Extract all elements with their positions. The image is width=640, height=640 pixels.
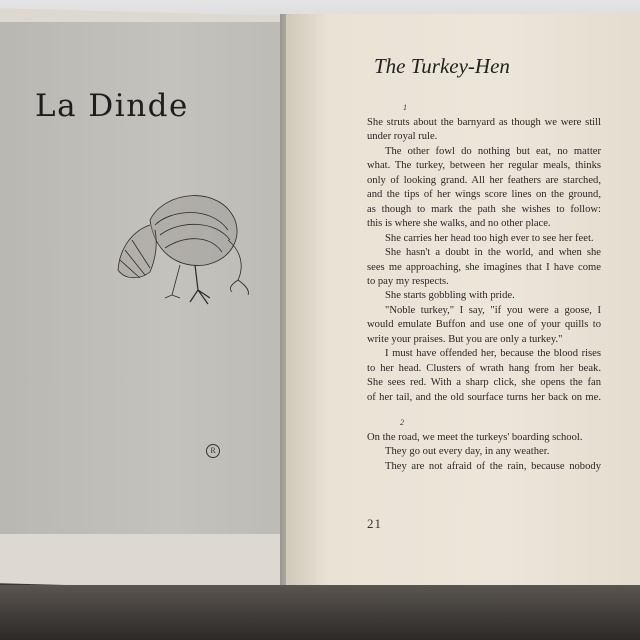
text-line: She struts about the barnyard as though we were still (367, 117, 601, 128)
plate-heading: La Dinde (35, 88, 189, 124)
text-line: She starts gobbling with pride. (385, 290, 515, 302)
text-line: "Noble turkey," I say, "if you were a goose, I (385, 304, 601, 316)
text-line: She hasn't a doubt in the world, and when she (385, 247, 601, 259)
text-line: sees me approaching, she imagines that I have come (367, 261, 601, 273)
text-line: I must have offended her, because the blood rises (385, 348, 601, 360)
section-number: 2 (400, 418, 404, 427)
text-line: under royal rule. (367, 131, 438, 143)
text-line: and the tips of her wings score lines on the ground, (367, 189, 601, 201)
chapter-title: The Turkey-Hen (374, 54, 510, 78)
page-number: 21 (367, 516, 382, 531)
text-line: as though to mark the path she wishes to follow: (367, 203, 601, 215)
text-line: On the road, we meet the turkeys' boarding school. (367, 432, 583, 443)
text-line: write your praises. But you are only a turkey." (367, 333, 563, 345)
text-line: The other fowl do nothing but eat, no matter (385, 145, 601, 157)
text-line: this is where she walks, and no other place. (367, 218, 551, 230)
turkey-sketch (110, 180, 260, 315)
publisher-mark: R (206, 444, 220, 458)
text-line: to her head. Clusters of wrath hang from her beak. (367, 362, 601, 374)
text-line: She carries her head too high ever to see her feet. (385, 232, 594, 244)
text-line: only of looking grand. All her feathers are starched, (367, 174, 601, 186)
table-shadow (0, 585, 640, 640)
section-number: 1 (403, 103, 407, 112)
text-line: to pay my respects. (367, 275, 449, 287)
text-line: what. The turkey, between her regular meals, thinks (367, 160, 601, 172)
text-line: would emulate Buffon and use one of your quills to (367, 319, 601, 331)
text-line: She sees red. With a sharp click, she opens the fan (367, 377, 601, 389)
text-line: They are not afraid of the rain, because nobody (385, 460, 601, 472)
text-line: They go out every day, in any weather. (385, 446, 550, 458)
text-line: of her tail, and the old sourface turns her back on me. (367, 391, 601, 403)
